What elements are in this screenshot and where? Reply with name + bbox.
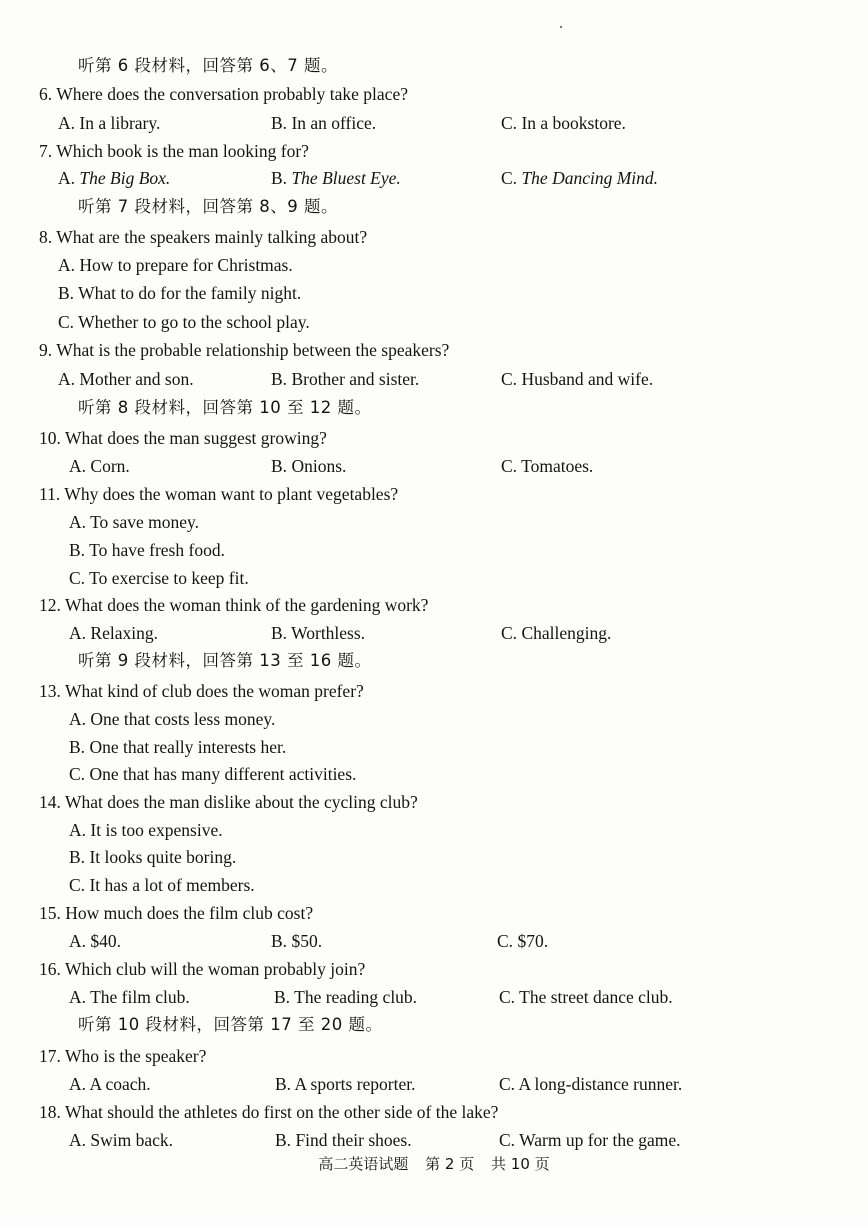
options-row (0, 452, 868, 480)
option-b: B. Worthless. (271, 623, 366, 643)
option-b: B. It looks quite boring. (69, 847, 237, 867)
question-text: 11. Why does the woman want to plant vegetables? (39, 484, 399, 504)
option-a: A. The Big Box. (58, 168, 171, 188)
option-a: A. How to prepare for Christmas. (58, 255, 293, 275)
question-9 (0, 336, 868, 364)
option-a: A. Mother and son. (58, 369, 194, 389)
option-b: B. The Bluest Eye. (271, 168, 401, 188)
option-b: B. Onions. (271, 456, 347, 476)
option-c: C. Husband and wife. (501, 369, 654, 389)
option-b: B. To have fresh food. (69, 540, 225, 560)
question-text: 7. Which book is the man looking for? (39, 141, 309, 161)
options-row (0, 109, 868, 137)
scan-speck (560, 26, 562, 28)
option-c: C. Tomatoes. (501, 456, 594, 476)
question-7 (0, 137, 868, 165)
question-text: 15. How much does the film club cost? (39, 903, 314, 923)
option-c: C. A long-distance runner. (499, 1074, 683, 1094)
question-12 (0, 591, 868, 619)
option-a: A. In a library. (58, 113, 161, 133)
option-c: C. One that has many different activities. (69, 764, 357, 784)
option-c: C. The street dance club. (499, 987, 673, 1007)
option-c: C. To exercise to keep fit. (69, 568, 249, 588)
option-b: B. Brother and sister. (271, 369, 420, 389)
page-footer (0, 1153, 868, 1174)
option-c: C. In a bookstore. (501, 113, 626, 133)
question-text: 14. What does the man dislike about the cycling club? (39, 792, 418, 812)
question-15 (0, 899, 868, 927)
option-b: B. The reading club. (274, 987, 418, 1007)
option-c: C. $70. (497, 931, 549, 951)
section-header: 听第 9 段材料，回答第 13 至 16 题。 (78, 651, 372, 670)
option-a: A. $40. (69, 931, 122, 951)
page-total: 共 10 页 (491, 1155, 550, 1173)
option-b: B. In an office. (271, 113, 377, 133)
question-13 (0, 677, 868, 705)
section-header: 听第 6 段材料，回答第 6、7 题。 (78, 56, 338, 75)
section-header: 听第 8 段材料，回答第 10 至 12 题。 (78, 398, 372, 417)
option-b: B. $50. (271, 931, 323, 951)
options-row (0, 365, 868, 393)
question-8 (0, 223, 868, 251)
option-a: A. A coach. (69, 1074, 151, 1094)
page-number: 第 2 页 (425, 1155, 475, 1173)
section-header: 听第 7 段材料，回答第 8、9 题。 (78, 197, 338, 216)
question-text: 10. What does the man suggest growing? (39, 428, 327, 448)
question-17 (0, 1042, 868, 1070)
options-row (0, 983, 868, 1011)
question-16 (0, 955, 868, 983)
option-c: C. Warm up for the game. (499, 1130, 681, 1150)
question-text: 17. Who is the speaker? (39, 1046, 207, 1066)
option-a: A. One that costs less money. (69, 709, 276, 729)
options-row (0, 1070, 868, 1098)
option-b: B. What to do for the family night. (58, 283, 302, 303)
option-c: C. Whether to go to the school play. (58, 312, 310, 332)
options-row (0, 619, 868, 647)
question-10 (0, 424, 868, 452)
question-text: 12. What does the woman think of the gardening work? (39, 595, 429, 615)
question-6 (0, 80, 868, 108)
question-text: 13. What kind of club does the woman prefer? (39, 681, 364, 701)
question-14 (0, 788, 868, 816)
exam-title: 高二英语试题 (318, 1155, 409, 1173)
question-text: 6. Where does the conversation probably take place? (39, 84, 408, 104)
question-text: 9. What is the probable relationship between the speakers? (39, 340, 450, 360)
option-c: C. The Dancing Mind. (501, 168, 659, 188)
option-b: B. A sports reporter. (275, 1074, 416, 1094)
options-row (0, 1126, 868, 1154)
options-row (0, 927, 868, 955)
option-a: A. Corn. (69, 456, 130, 476)
option-a: A. To save money. (69, 512, 200, 532)
question-11 (0, 480, 868, 508)
option-b: B. One that really interests her. (69, 737, 287, 757)
question-18 (0, 1098, 868, 1126)
option-a: A. Relaxing. (69, 623, 158, 643)
option-c: C. Challenging. (501, 623, 612, 643)
option-a: A. It is too expensive. (69, 820, 223, 840)
question-text: 16. Which club will the woman probably join? (39, 959, 366, 979)
question-text: 18. What should the athletes do first on the other side of the lake? (39, 1102, 499, 1122)
options-row (0, 164, 868, 192)
option-a: A. Swim back. (69, 1130, 174, 1150)
option-b: B. Find their shoes. (275, 1130, 412, 1150)
option-a: A. The film club. (69, 987, 190, 1007)
question-text: 8. What are the speakers mainly talking about? (39, 227, 368, 247)
option-c: C. It has a lot of members. (69, 875, 255, 895)
section-header: 听第 10 段材料，回答第 17 至 20 题。 (78, 1015, 383, 1034)
